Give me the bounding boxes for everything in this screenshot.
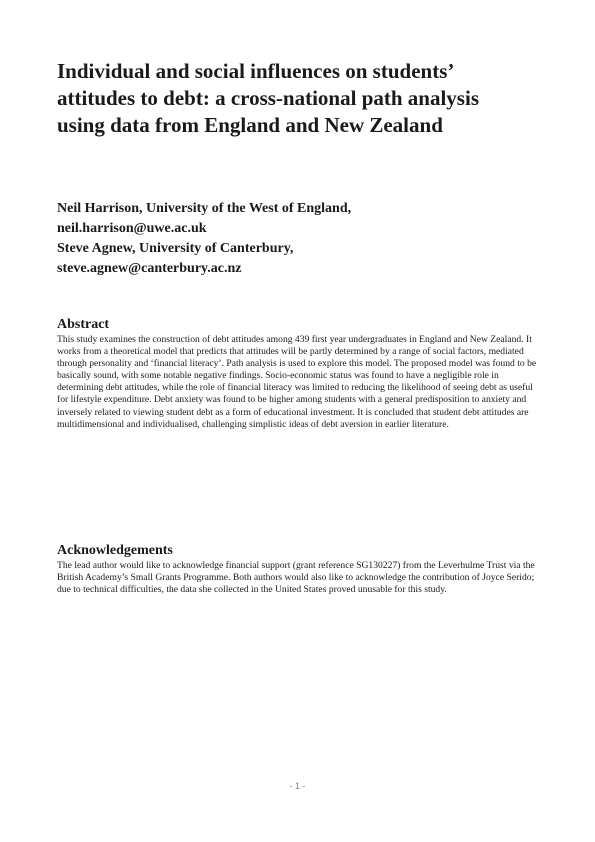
abstract-text: This study examines the construction of debt attitudes among 439 first year undergraduates in England and New Zealand. It works from a theoretical model that predicts that attitudes will be partly determined by a range of social factors, mediated through personality and ‘financial literacy’. Path analysis is used to explore this model. The proposed model was found to be basically sound, with some notable negative findings. Socio-economic status was found to have a negligible role in determining debt attitudes, while the role of financial literacy was limited to reducing the likelihood of seeing debt as useful for lifestyle expenditure. Debt anxiety was found to be higher among students with a general predisposition to anxiety and inversely related to viewing student debt as a form of educational investment. It is concluded that student debt attitudes are multidimensional and individualised, challenging simplistic ideas of debt aversion in earlier literature. (57, 334, 537, 430)
abstract-heading: Abstract (57, 317, 110, 332)
author-line-1: Neil Harrison, University of the West of England, (57, 201, 352, 216)
author-block (57, 199, 537, 279)
author-email-2: steve.agnew@canterbury.ac.nz (57, 261, 242, 276)
author-email-1: neil.harrison@uwe.ac.uk (57, 221, 207, 236)
acknowledgements-text: The lead author would like to acknowledge financial support (grant reference SG130227) from the Leverhulme Trust via the British Academy’s Small Grants Programme. Both authors would also like to acknowledge the contribution of Joyce Serido; due to technical difficulties, the data she collected in the United States proved unusable for this study. (57, 560, 535, 596)
acknowledgements-heading: Acknowledgements (57, 543, 173, 558)
author-line-2: Steve Agnew, University of Canterbury, (57, 241, 294, 256)
paper-title: Individual and social influences on students’ attitudes to debt: a cross-national path analysis using data from England and New Zealand (57, 59, 479, 137)
page-number: - 1 - (289, 781, 306, 791)
